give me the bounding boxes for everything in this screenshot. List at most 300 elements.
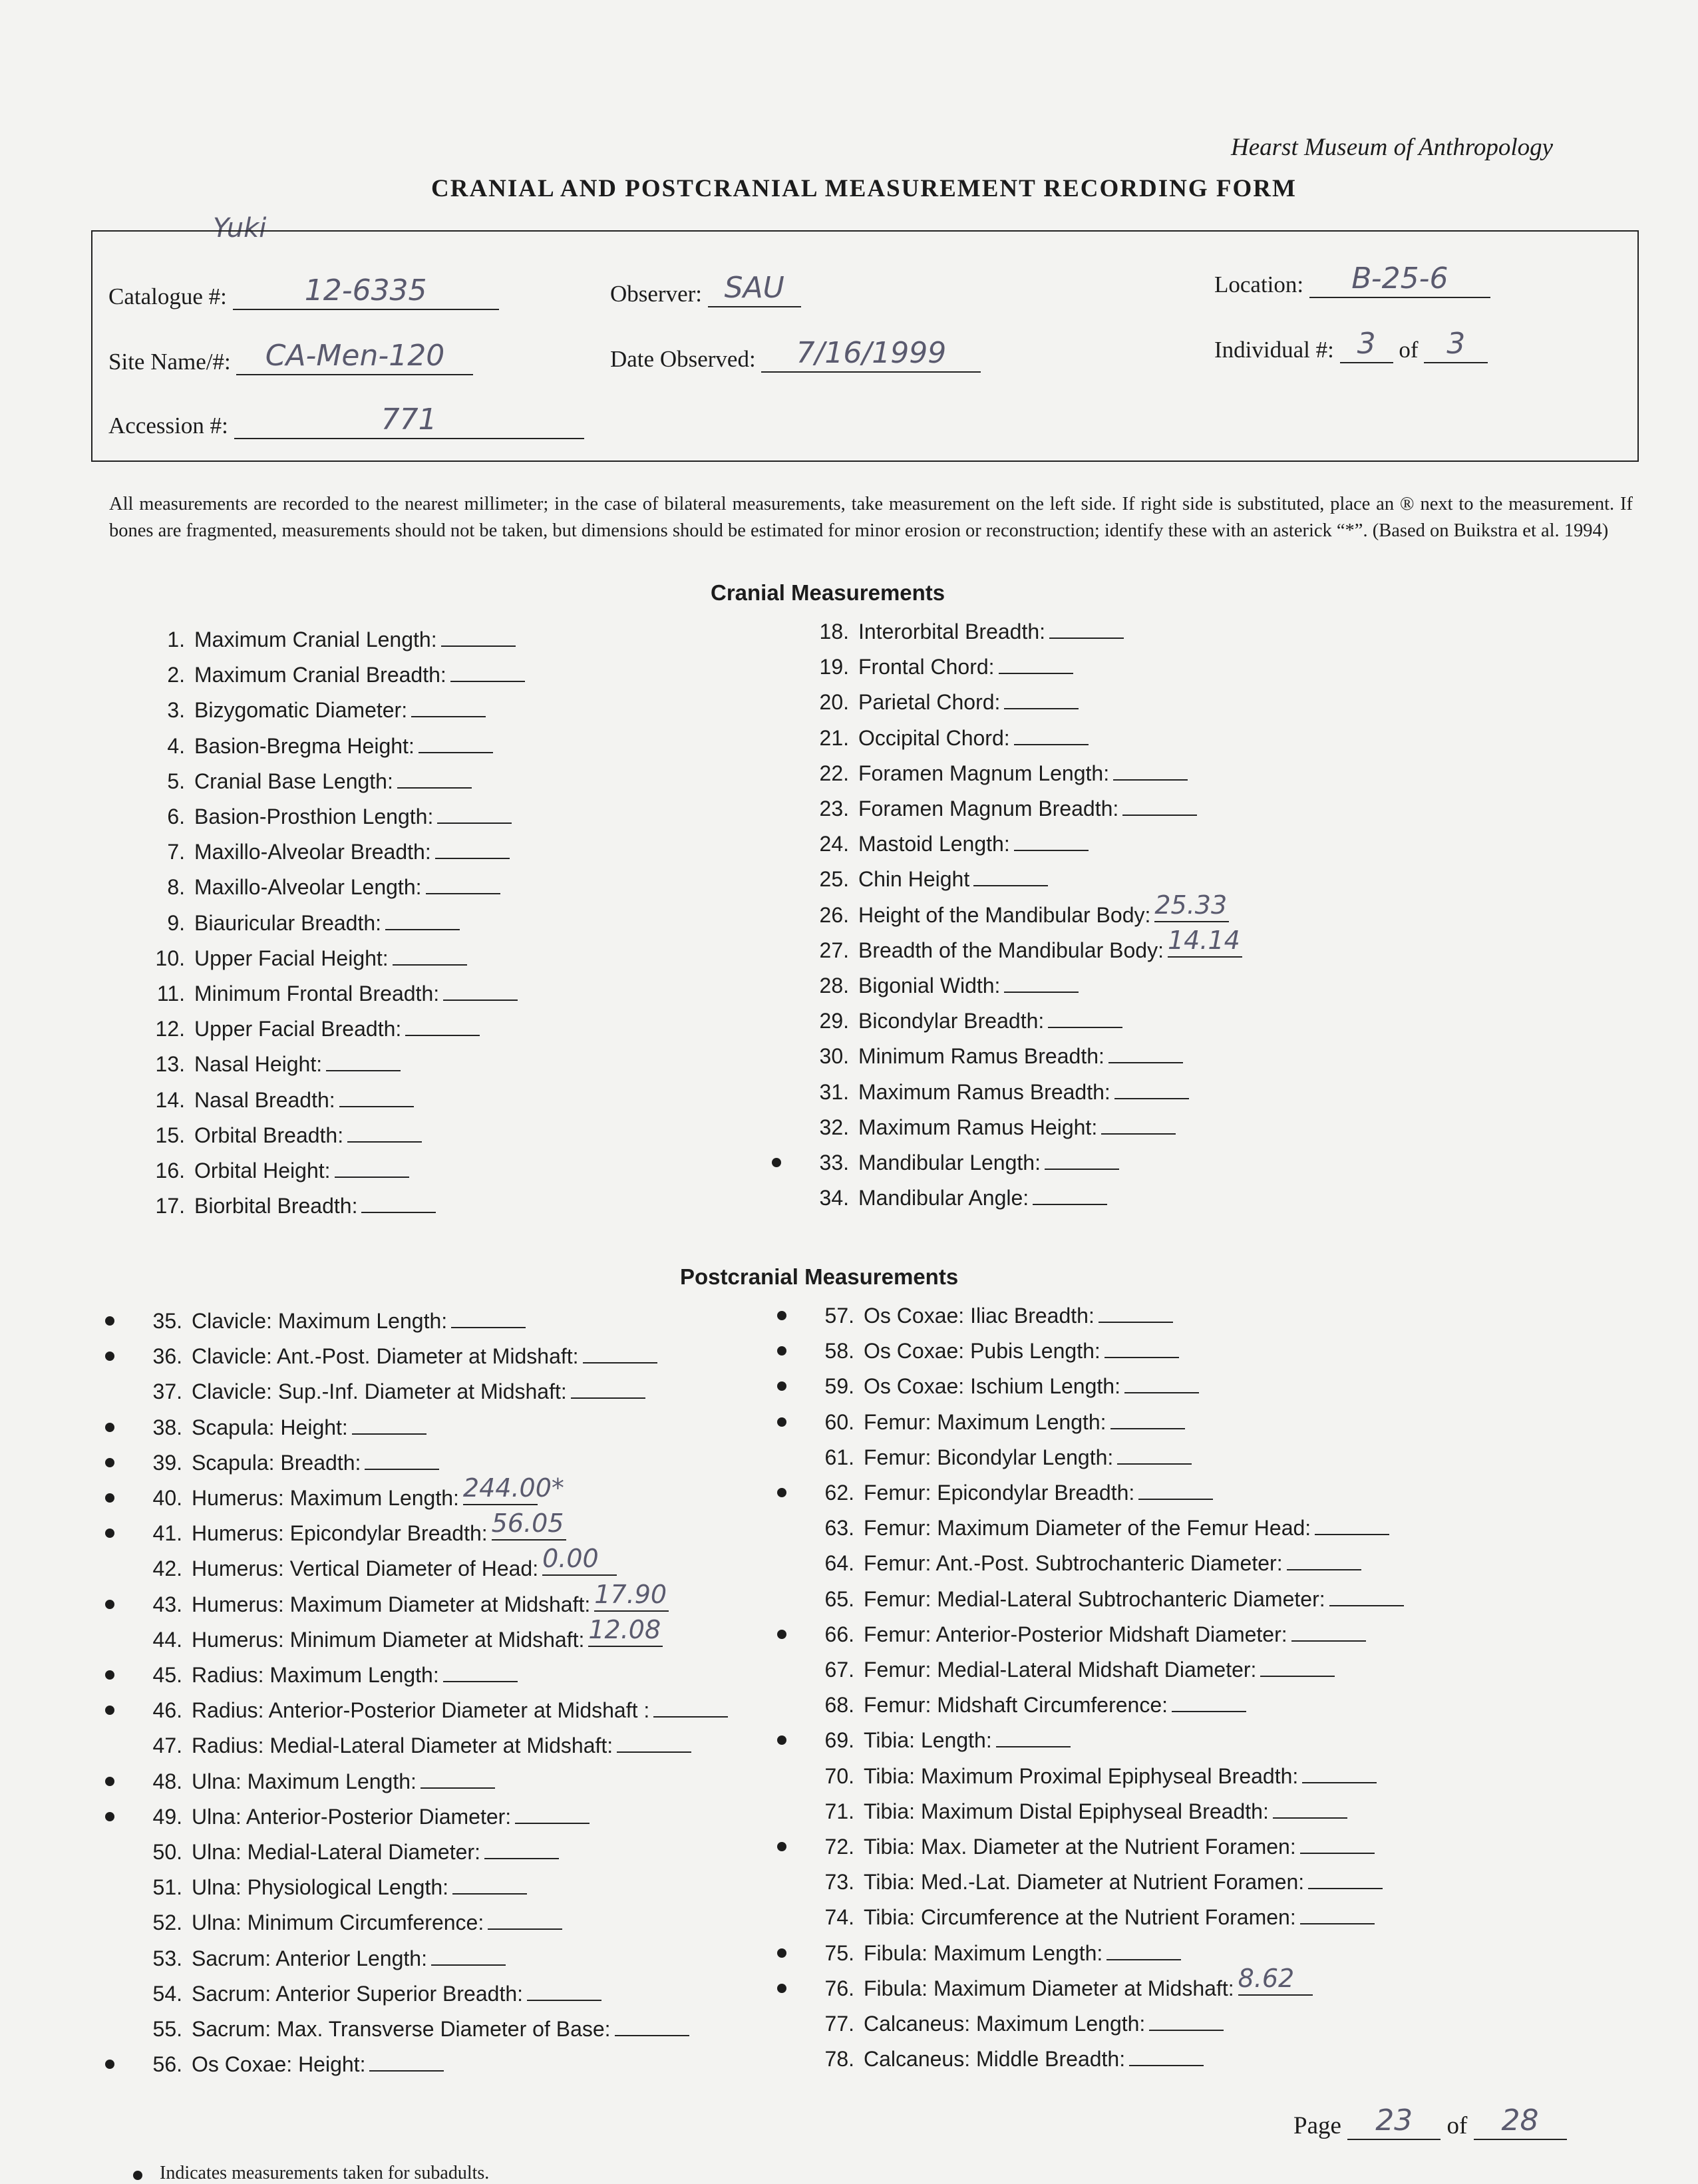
measurement-blank[interactable] [1048, 1007, 1122, 1028]
measurement-label: Os Coxae: Iliac Breadth: [864, 1304, 1095, 1328]
measurement-label: Os Coxae: Ischium Length: [864, 1374, 1120, 1399]
measurement-number: 3. [167, 698, 185, 723]
measurement-label: Femur: Bicondylar Length: [864, 1445, 1114, 1469]
measurement-label: Maximum Ramus Breadth: [858, 1079, 1110, 1104]
measurement-label: Femur: Maximum Diameter of the Femur Head: [864, 1516, 1311, 1541]
measurement-number: 77. [824, 2012, 854, 2036]
postcranial-section-title: Postcranial Measurements [680, 1264, 959, 1289]
measurement-row [802, 1833, 1375, 1862]
measurement-label: Breadth of the Mandibular Body: [858, 938, 1164, 962]
measurement-label: Fibula: Maximum Length: [864, 1940, 1103, 1965]
site-field [108, 339, 473, 375]
measurement-label: Maximum Ramus Height: [858, 1115, 1098, 1139]
measurement-number: 56. [152, 2052, 182, 2077]
measurement-blank[interactable] [1122, 795, 1197, 816]
subadult-bullet-icon [777, 1346, 786, 1356]
measurement-label: Minimum Ramus Breadth: [858, 1044, 1104, 1069]
measurement-label: Maximum Cranial Breadth: [194, 663, 446, 687]
measurement-blank[interactable] [1129, 2045, 1204, 2066]
measurement-blank[interactable] [1099, 1302, 1173, 1323]
measurement-row [797, 688, 1079, 717]
measurement-label: Maximum Cranial Length: [194, 628, 437, 651]
measurement-row [133, 1157, 409, 1186]
measurement-label: Bigonial Width: [858, 974, 1001, 998]
measurement-number: 33. [819, 1151, 849, 1175]
measurement-row [802, 1337, 1179, 1366]
measurement-label: Bicondylar Breadth: [858, 1009, 1045, 1033]
measurement-row [130, 1731, 691, 1761]
measurement-row [130, 1377, 645, 1407]
measurement-number: 12. [155, 1017, 185, 1041]
measurement-blank[interactable] [462, 1473, 564, 1505]
measurement-number: 62. [824, 1481, 854, 1505]
subadult-bullet-icon [105, 1423, 114, 1432]
measurement-label: Ulna: Medial-Lateral Diameter: [192, 1840, 480, 1864]
measurement-row [130, 1909, 562, 1938]
measurement-label: Calcaneus: Middle Breadth: [864, 2047, 1126, 2072]
measurement-label: Ulna: Physiological Length: [192, 1875, 449, 1900]
measurement-row [797, 925, 1242, 966]
measurement-row [133, 944, 467, 974]
measurement-blank[interactable] [421, 1767, 495, 1789]
measurement-label: Radius: Maximum Length: [192, 1663, 439, 1687]
site-value: CA-Men-120 [265, 339, 445, 373]
measurement-label: Foramen Magnum Breadth: [858, 797, 1119, 820]
location-value: B-25-6 [1351, 262, 1448, 295]
individual-of-label: of [1399, 337, 1419, 363]
measurement-label: Tibia: Med.-Lat. Diameter at Nutrient Foramen: [864, 1870, 1305, 1895]
measurement-blank[interactable] [1138, 1479, 1213, 1500]
measurement-row [130, 1449, 439, 1478]
bullet-icon [133, 2171, 142, 2180]
measurement-blank[interactable] [542, 1544, 617, 1576]
measurement-blank[interactable] [1045, 1149, 1119, 1170]
measurement-label: Tibia: Length: [864, 1728, 992, 1753]
measurement-blank[interactable] [443, 980, 518, 1001]
measurement-blank[interactable] [397, 767, 472, 789]
measurement-row [133, 909, 460, 938]
measurement-label: Femur: Medial-Lateral Midshaft Diameter: [864, 1658, 1257, 1682]
measurement-blank[interactable] [1110, 1408, 1185, 1429]
measurement-number: 64. [824, 1551, 854, 1576]
subadult-bullet-icon [105, 1316, 114, 1326]
measurement-number: 30. [819, 1044, 849, 1069]
measurement-blank[interactable] [1014, 830, 1089, 851]
measurement-number: 5. [167, 769, 185, 793]
measurement-row [797, 1042, 1183, 1071]
measurement-number: 58. [824, 1339, 854, 1364]
measurement-blank[interactable] [1315, 1514, 1389, 1535]
subadult-bullet-icon [105, 1458, 114, 1467]
measurement-row [133, 1121, 422, 1151]
measurement-blank[interactable] [617, 1731, 691, 1753]
measurement-label: Femur: Maximum Length: [864, 1409, 1106, 1434]
measurement-blank[interactable] [451, 1307, 526, 1328]
measurement-blank[interactable] [488, 1909, 562, 1930]
measurement-number: 52. [152, 1911, 182, 1935]
measurement-blank[interactable] [1113, 759, 1188, 781]
measurement-label: Fibula: Maximum Diameter at Midshaft: [864, 1976, 1234, 2000]
measurement-label: Scapula: Height: [192, 1415, 348, 1439]
measurement-label: Mandibular Length: [858, 1151, 1041, 1175]
measurement-number: 26. [819, 902, 849, 927]
measurement-blank[interactable] [365, 1449, 439, 1470]
measurement-row [133, 1015, 480, 1044]
measurement-label: Orbital Breadth: [194, 1123, 344, 1147]
individual-total-value: 3 [1446, 327, 1466, 361]
measurement-row [802, 1443, 1192, 1473]
individual-total-line[interactable] [1424, 327, 1488, 363]
measurement-number: 14. [155, 1087, 185, 1112]
subadult-bullet-icon [105, 1600, 114, 1609]
measurement-blank[interactable] [393, 944, 467, 966]
specimen-info-box [91, 230, 1639, 462]
measurement-number: 59. [824, 1374, 854, 1399]
measurement-row [797, 890, 1229, 930]
measurement-blank[interactable] [335, 1157, 409, 1178]
measurement-label: Humerus: Maximum Length: [192, 1486, 459, 1510]
observer-label: Observer: [610, 281, 703, 307]
measurement-blank[interactable] [1291, 1620, 1366, 1642]
measurement-row [797, 830, 1089, 859]
measurement-number: 78. [824, 2047, 854, 2072]
page-total-line[interactable] [1474, 2103, 1567, 2140]
measurement-label: Tibia: Max. Diameter at the Nutrient Foramen: [864, 1835, 1296, 1859]
museum-name: Hearst Museum of Anthropology [1231, 134, 1554, 161]
measurement-blank[interactable] [426, 873, 500, 894]
measurement-label: Radius: Medial-Lateral Diameter at Midshaft: [192, 1733, 613, 1758]
measurement-label: Sacrum: Anterior Superior Breadth: [192, 1981, 524, 2006]
measurement-blank[interactable] [385, 909, 460, 930]
measurement-number: 34. [819, 1186, 849, 1210]
measurement-blank[interactable] [419, 732, 493, 753]
measurement-label: Femur: Epicondylar Breadth: [864, 1481, 1135, 1505]
measurement-number: 73. [824, 1870, 854, 1895]
measurement-number: 67. [824, 1658, 854, 1682]
measurement-blank[interactable] [973, 865, 1048, 886]
measurement-number: 65. [824, 1586, 854, 1611]
measurement-number: 37. [152, 1379, 182, 1404]
measurement-label: Mastoid Length: [858, 832, 1010, 856]
measurement-row [133, 838, 510, 867]
measurement-blank[interactable] [1287, 1549, 1361, 1570]
measurement-blank[interactable] [452, 1873, 527, 1895]
individual-line[interactable] [1340, 327, 1393, 363]
measurement-row [130, 1803, 590, 1832]
measurement-row [797, 1007, 1122, 1036]
measurement-label: Chin Height [858, 867, 970, 892]
measurement-row [130, 1980, 601, 2009]
measurement-number: 48. [152, 1769, 182, 1793]
measurement-row [130, 1544, 617, 1584]
date-line[interactable] [761, 336, 981, 373]
measurement-row [797, 1149, 1119, 1178]
measurement-label: Bizygomatic Diameter: [194, 698, 408, 723]
measurement-row [130, 1307, 526, 1336]
catalogue-field [108, 273, 499, 310]
subadult-bullet-icon [105, 1706, 114, 1715]
date-value: 7/16/1999 [796, 336, 947, 370]
measurement-blank[interactable] [527, 1980, 601, 2001]
measurement-label: Maxillo-Alveolar Breadth: [194, 840, 431, 864]
measurement-blank[interactable] [1273, 1797, 1347, 1819]
cranial-section-title: Cranial Measurements [711, 580, 945, 605]
measurement-blank[interactable] [588, 1614, 663, 1647]
measurement-row [802, 1868, 1383, 1897]
measurement-row [797, 1078, 1189, 1107]
subadult-bullet-icon [777, 1735, 786, 1745]
measurement-label: Ulna: Anterior-Posterior Diameter: [192, 1804, 512, 1829]
measurement-blank[interactable] [1302, 1762, 1377, 1783]
measurement-blank[interactable] [1004, 688, 1079, 709]
measurement-number: 20. [819, 690, 849, 715]
measurement-blank[interactable] [1308, 1868, 1383, 1889]
measurement-row [130, 1614, 663, 1655]
measurement-label: Clavicle: Sup.-Inf. Diameter at Midshaft: [192, 1379, 567, 1404]
measurement-number: 10. [155, 946, 185, 970]
accession-line[interactable] [234, 403, 584, 439]
measurement-number: 21. [819, 725, 849, 750]
measurement-blank[interactable] [1149, 2010, 1224, 2031]
subadult-bullet-icon [105, 1812, 114, 1821]
subadult-bullet-icon [105, 1352, 114, 1361]
measurement-row [133, 873, 500, 902]
measurement-blank[interactable] [999, 653, 1073, 674]
measurement-blank[interactable] [437, 803, 512, 824]
subadult-bullet-icon [105, 1493, 114, 1503]
measurement-row [130, 1509, 566, 1548]
catalogue-value: 12-6335 [304, 273, 427, 307]
observer-line[interactable] [708, 271, 801, 307]
measurement-blank[interactable] [1101, 1113, 1176, 1135]
measurement-number: 25. [819, 867, 849, 892]
measurement-number: 17. [155, 1194, 185, 1218]
measurement-blank[interactable] [1329, 1585, 1404, 1606]
measurement-row [802, 2045, 1204, 2074]
measurement-label: Femur: Ant.-Post. Subtrochanteric Diameter: [864, 1551, 1283, 1576]
measurement-number: 7. [167, 840, 185, 864]
page-of-label: of [1446, 2112, 1468, 2139]
measurement-blank[interactable] [1300, 1833, 1375, 1854]
measurement-row [130, 1473, 564, 1513]
measurement-number: 35. [152, 1309, 182, 1333]
measurement-label: Tibia: Circumference at the Nutrient Foramen: [864, 1905, 1296, 1930]
measurement-label: Biauricular Breadth: [194, 910, 382, 935]
measurement-row [797, 1113, 1176, 1143]
measurement-number: 43. [152, 1592, 182, 1616]
measurement-row [130, 1838, 559, 1867]
measurement-number: 63. [824, 1516, 854, 1541]
measurement-row [133, 661, 525, 690]
measurement-number: 39. [152, 1450, 182, 1475]
measurement-blank[interactable] [435, 838, 510, 859]
measurement-blank[interactable] [339, 1086, 414, 1107]
page-label: Page [1293, 2112, 1341, 2139]
measurement-number: 55. [152, 2017, 182, 2041]
measurement-blank[interactable] [405, 1015, 480, 1036]
measurement-label: Calcaneus: Maximum Length: [864, 2012, 1146, 2036]
measurement-row [802, 1514, 1389, 1543]
page-value: 23 [1375, 2103, 1413, 2137]
individual-field [1214, 327, 1488, 363]
measurement-blank[interactable] [1300, 1903, 1375, 1924]
measurement-row [802, 1656, 1335, 1685]
measurement-label: Interorbital Breadth: [858, 620, 1046, 643]
measurement-blank[interactable] [1124, 1372, 1199, 1393]
measurement-number: 75. [824, 1940, 854, 1965]
measurement-row [130, 1413, 426, 1443]
measurement-number: 53. [152, 1946, 182, 1970]
measurement-row [802, 1302, 1173, 1331]
measurement-blank[interactable] [431, 1944, 506, 1966]
measurement-label: Humerus: Maximum Diameter at Midshaft: [192, 1592, 591, 1616]
measurement-label: Nasal Breadth: [194, 1087, 335, 1112]
measurement-label: Basion-Bregma Height: [194, 733, 415, 758]
measurement-row [802, 1585, 1404, 1614]
subadult-bullet-icon [777, 1417, 786, 1427]
measurement-number: 60. [824, 1409, 854, 1434]
measurement-row [802, 1963, 1313, 2004]
measurement-blank[interactable] [1260, 1656, 1335, 1677]
measurement-blank[interactable] [1117, 1443, 1192, 1465]
measurement-blank[interactable] [1238, 1963, 1313, 1996]
measurement-blank[interactable] [594, 1579, 669, 1612]
measurement-number: 40. [152, 1486, 182, 1510]
measurement-value: 14.14 [1167, 925, 1240, 955]
subadult-bullet-icon [105, 1670, 114, 1680]
measurement-blank[interactable] [491, 1509, 566, 1541]
measurement-blank[interactable] [653, 1696, 728, 1718]
measurement-number: 11. [156, 982, 185, 1005]
subadult-bullet-icon [777, 1311, 786, 1320]
measurement-label: Tibia: Maximum Distal Epiphyseal Breadth: [864, 1799, 1269, 1823]
measurement-number: 72. [824, 1835, 854, 1859]
measurement-number: 69. [824, 1728, 854, 1753]
measurement-label: Radius: Anterior-Posterior Diameter at Midshaft : [192, 1698, 650, 1723]
measurement-label: Mandibular Angle: [858, 1186, 1029, 1210]
accession-field [108, 403, 584, 439]
measurement-row [130, 1944, 506, 1974]
measurement-number: 70. [824, 1763, 854, 1788]
measurement-blank[interactable] [361, 1192, 436, 1213]
measurement-label: Humerus: Epicondylar Breadth: [192, 1521, 488, 1546]
measurement-row [130, 2050, 444, 2080]
subadult-bullet-icon [777, 1842, 786, 1851]
measurement-blank[interactable] [1014, 724, 1089, 745]
measurement-blank[interactable] [583, 1342, 657, 1364]
measurement-blank[interactable] [450, 661, 525, 682]
measurement-row [133, 980, 518, 1009]
site-label: Site Name/#: [108, 349, 231, 375]
page-line[interactable] [1347, 2103, 1441, 2140]
subadult-bullet-icon [777, 1948, 786, 1958]
measurement-blank[interactable] [1167, 925, 1242, 958]
measurement-blank[interactable] [996, 1726, 1071, 1747]
measurement-number: 1. [167, 628, 185, 651]
observer-field [610, 271, 801, 307]
measurement-blank[interactable] [1172, 1691, 1246, 1712]
measurement-label: Clavicle: Ant.-Post. Diameter at Midshaft: [192, 1344, 579, 1369]
catalogue-line[interactable] [233, 273, 499, 310]
measurement-blank[interactable] [1004, 972, 1079, 993]
location-line[interactable] [1309, 262, 1490, 298]
measurement-number: 24. [819, 832, 849, 856]
measurement-blank[interactable] [1049, 618, 1124, 639]
measurement-blank[interactable] [369, 2050, 444, 2072]
measurement-label: Cranial Base Length: [194, 769, 393, 793]
measurement-row [802, 1691, 1246, 1720]
measurement-number: 9. [167, 910, 185, 935]
measurement-label: Ulna: Maximum Length: [192, 1769, 417, 1793]
measurement-blank[interactable] [326, 1050, 401, 1071]
measurement-number: 66. [824, 1622, 854, 1646]
measurement-row [130, 2015, 689, 2044]
measurement-row [133, 1050, 401, 1079]
measurement-row [130, 1767, 495, 1797]
measurement-blank[interactable] [347, 1121, 422, 1143]
measurement-label: Femur: Medial-Lateral Subtrochanteric Diameter: [864, 1586, 1325, 1611]
measurement-number: 38. [152, 1415, 182, 1439]
measurement-blank[interactable] [615, 2015, 689, 2036]
subadult-bullet-icon [777, 1488, 786, 1497]
measurement-blank[interactable] [1114, 1078, 1189, 1099]
measurement-blank[interactable] [441, 626, 516, 647]
measurement-label: Biorbital Breadth: [194, 1194, 358, 1218]
measurement-number: 46. [152, 1698, 182, 1723]
measurement-number: 74. [824, 1905, 854, 1930]
measurement-number: 4. [167, 733, 185, 758]
date-field [610, 336, 981, 373]
measurement-label: Humerus: Vertical Diameter of Head: [192, 1556, 539, 1581]
measurement-blank[interactable] [443, 1661, 518, 1682]
site-line[interactable] [236, 339, 473, 375]
measurement-row [133, 803, 512, 832]
measurement-blank[interactable] [352, 1413, 426, 1435]
measurement-number: 57. [824, 1304, 854, 1328]
measurement-row [802, 1726, 1071, 1755]
measurement-value: 8.62 [1238, 1963, 1295, 1993]
measurement-label: Humerus: Minimum Diameter at Midshaft: [192, 1627, 585, 1652]
measurement-blank[interactable] [1154, 890, 1229, 922]
measurement-blank[interactable] [1108, 1042, 1183, 1063]
footnote-text: Indicates measurements taken for subadults. [160, 2163, 490, 2183]
measurement-blank[interactable] [411, 696, 486, 717]
measurement-number: 23. [819, 797, 849, 820]
measurement-row [130, 1661, 518, 1690]
measurement-blank[interactable] [571, 1377, 645, 1399]
measurement-blank[interactable] [1104, 1337, 1179, 1358]
measurement-number: 29. [819, 1009, 849, 1033]
measurement-label: Sacrum: Anterior Length: [192, 1946, 427, 1970]
measurement-row [133, 732, 493, 761]
measurement-row [797, 795, 1197, 824]
measurement-number: 47. [152, 1733, 182, 1758]
measurement-row [797, 865, 1048, 894]
measurement-label: Scapula: Breadth: [192, 1450, 361, 1475]
measurement-blank[interactable] [1106, 1939, 1181, 1960]
measurement-blank[interactable] [515, 1803, 590, 1824]
measurement-number: 27. [819, 938, 849, 962]
measurement-blank[interactable] [484, 1838, 559, 1859]
measurement-label: Height of the Mandibular Body: [858, 902, 1151, 927]
measurement-value: 17.90 [594, 1579, 667, 1609]
measurement-number: 18. [819, 620, 849, 643]
measurement-blank[interactable] [1033, 1184, 1107, 1205]
measurement-label: Tibia: Maximum Proximal Epiphyseal Breadth: [864, 1763, 1299, 1788]
subadult-bullet-icon [105, 2060, 114, 2069]
subadult-bullet-icon [777, 1984, 786, 1993]
measurement-row [130, 1873, 527, 1903]
